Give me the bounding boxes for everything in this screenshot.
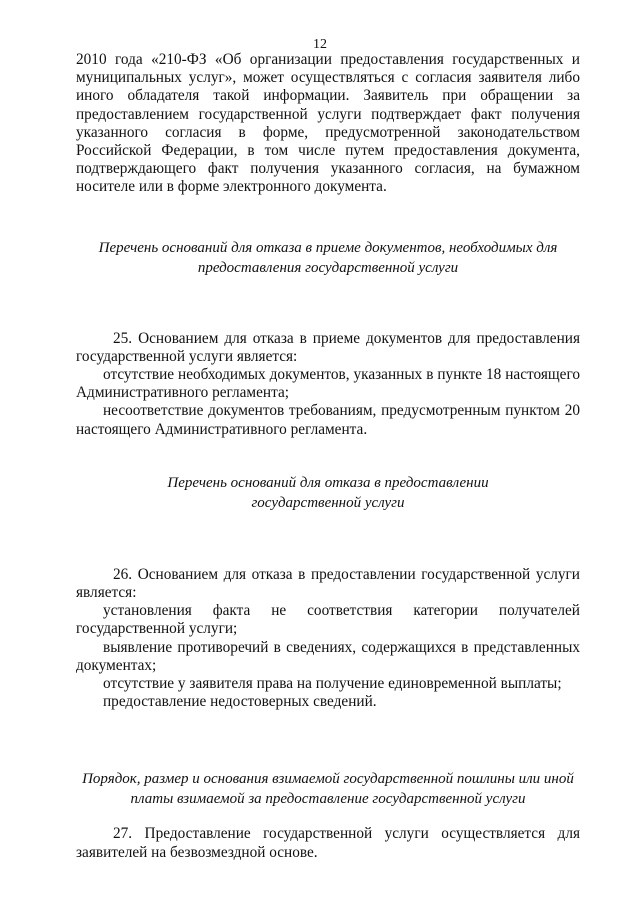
continuation-paragraph: 2010 года «210-ФЗ «Об организации предоставления государственных и муниципальных услуг», может осуществляться с согласия заявителя либо иного обладателя такой информации. Заявитель при обращении за предоставлением государственной услуги подтверждает факт получения указанного согласия в форме, предусмотренной законодательством Российской Федерации, в том числе путем предоставления документа, подтверждающего факт получения указанного согласия, на бумажном носителе или в форме электронного документа. bbox=[76, 51, 580, 196]
clause-25-item-2: несоответствие документов требованиям, предусмотренным пунктом 20 настоящего Административного регламента. bbox=[76, 402, 580, 438]
section-heading-state-fee: Порядок, размер и основания взимаемой государственной пошлины или иной платы взимаемой за предоставление государственной услуги bbox=[82, 771, 574, 808]
section-heading-refusal-acceptance: Перечень оснований для отказа в приеме документов, необходимых для предоставления государственной услуги bbox=[98, 239, 558, 276]
document-body bbox=[76, 51, 580, 862]
clause-27: 27. Предоставление государственной услуги осуществляется для заявителей на безвозмездной основе. bbox=[76, 825, 580, 861]
clause-26: 26. Основанием для отказа в предоставлении государственной услуги является: bbox=[76, 565, 580, 602]
page-number: 12 bbox=[313, 37, 327, 52]
section-heading-refusal-service: Перечень оснований для отказа в предоставлении государственной услуги bbox=[167, 474, 489, 511]
clause-25: 25. Основанием для отказа в приеме документов для предоставления государственной услуги является: bbox=[76, 329, 580, 365]
clause-25-item-1: отсутствие необходимых документов, указанных в пункте 18 настоящего Административного регламента; bbox=[76, 366, 580, 402]
clause-26-item-2: выявление противоречий в сведениях, содержащихся в представленных документах; bbox=[76, 638, 580, 674]
clause-26-item-3: отсутствие у заявителя права на получение единовременной выплаты; bbox=[103, 675, 562, 693]
clause-26-item-1: установления факта не соответствия категории получателей государственной услуги; bbox=[76, 602, 580, 638]
clause-26-item-4: предоставление недостоверных сведений. bbox=[103, 693, 377, 711]
